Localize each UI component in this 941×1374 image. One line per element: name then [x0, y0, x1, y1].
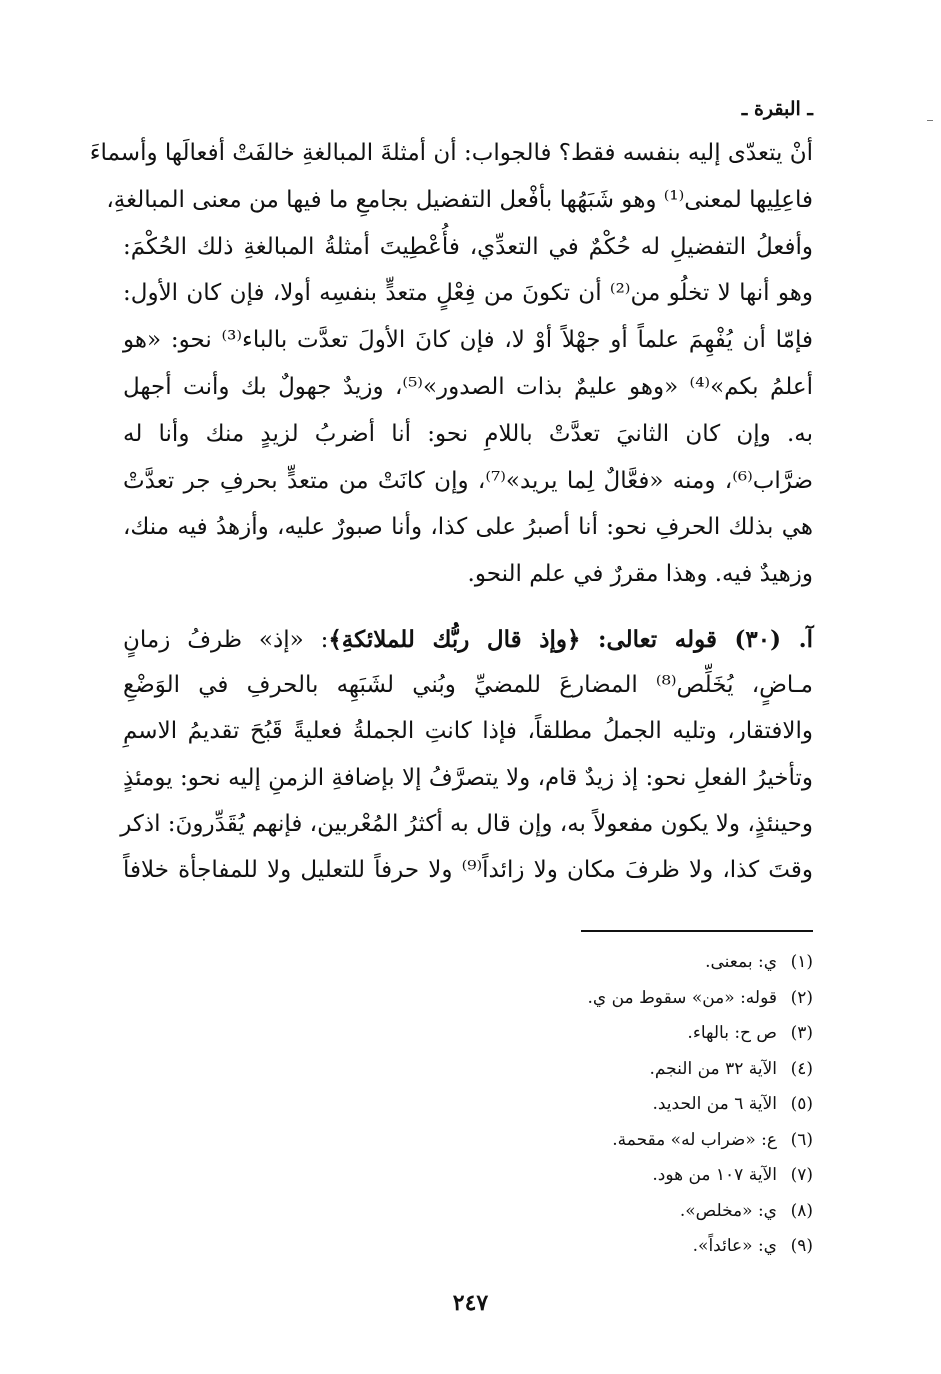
- text-line: به. وإن كان الثانيَ تعدَّتْ باللامِ نحو: أنا أضربُ لزيدٍ منك وأنا له: [123, 420, 813, 447]
- text-line: والافتقار، وتليه الجملُ مطلقاً، فإذا كانتِ الجملةُ فعليةً قَبُحَ تقديمُ الاسمِ: [123, 718, 813, 745]
- text-line: فاعِلِيها لمعنى⁽¹⁾ وهو شَبَهُها بأفْعل التفضيل بجامعِ ما فيها من معنى المبالغةِ،: [106, 186, 813, 213]
- footnote-separator: [581, 930, 813, 932]
- text-line: فإمّا أن يُفْهِمَ علماً أو جهْلاً أوْ لا، فإن كانَ الأولَ تعدَّت بالباء⁽³⁾ نحو: «هو: [123, 327, 813, 354]
- footnote-text: الآية ١٠٧ من هود.: [652, 1165, 777, 1185]
- text-line: وهو أنها لا تخلُو من⁽²⁾ أن تكونَ من فِعْلٍ متعدٍّ بنفسِه أولا، فإن كان الأول:: [123, 280, 813, 307]
- margin-mark: [927, 120, 933, 121]
- main-text: [89, 140, 814, 903]
- footnotes: [123, 950, 813, 1270]
- paragraph-2: [120, 625, 813, 903]
- footnote-number: (٥): [790, 1094, 813, 1114]
- footnote-number: (٩): [790, 1236, 813, 1256]
- footnote-text: قوله: «من» سقوط من ي.: [587, 987, 777, 1008]
- text-line: مـاضٍ، يُخَلِّص⁽⁸⁾ المضارعَ للمضيِّ وبُني لشَبَهِه بالحرفِ في الوَضْعِ: [123, 672, 813, 699]
- text-line: أنْ يتعدّى إليه بنفسه فقط؟ فالجواب: أن أمثلةَ المبالغةِ خالفَتْ أفعالَها وأسماءَ: [89, 140, 813, 166]
- footnote-text: ع: «ضراب له» مقحمة.: [612, 1129, 777, 1150]
- footnote-text: الآية ٣٢ من النجم.: [649, 1058, 777, 1079]
- text-line: ضرَّاب⁽⁶⁾، ومنه «فعَّالٌ لِما يريد»⁽⁷⁾، وإن كانَتْ من متعدٍّ بحرفِ جر تعدَّتْ: [123, 467, 814, 494]
- text-line: هي بذلك الحرفِ نحو: أنا أصبرُ على كذا، وأنا صبورٌ عليه، وأزهدُ فيه منك،: [123, 514, 813, 541]
- text-line: وقتَ كذا، ولا ظرفَ مكان ولا زائداً⁽⁹⁾ ولا حرفاً للتعليل ولا للمفاجأة خلافاً: [123, 856, 813, 883]
- footnote: [123, 1199, 813, 1235]
- footnote-text: ص ح: بالهاء.: [687, 1023, 777, 1043]
- footnote: [123, 986, 813, 1022]
- footnote-number: (٦): [790, 1129, 813, 1150]
- footnote-number: (٣): [790, 1023, 813, 1043]
- footnote: [123, 1021, 813, 1057]
- footnote: [123, 1092, 813, 1128]
- text-line: وتأخيرُ الفعلِ نحو: إذ زيدٌ قام، ولا يتصرَّفُ إلا بإضافةِ الزمنِ إليه نحو: يومئذٍ: [123, 764, 813, 791]
- footnote: [123, 1234, 813, 1270]
- running-header: ـ البقرة ـ: [741, 98, 813, 120]
- footnote-text: ي: «مخلص».: [679, 1200, 777, 1221]
- paragraph-1: [89, 140, 814, 608]
- page-number: ٢٤٧: [452, 1290, 489, 1316]
- section-marker: آ. (٣٠) قوله تعالى: ﴿وإذ قال ربُّك للملائكةِ﴾: [328, 625, 813, 653]
- footnote-number: (٢): [790, 987, 813, 1008]
- footnote: [123, 1128, 813, 1164]
- footnote-text: ي: «عائداً».: [692, 1236, 777, 1256]
- text-line: وزهيدٌ فيه. وهذا مقررٌ في علم النحو.: [467, 561, 813, 588]
- footnote: [123, 1057, 813, 1093]
- footnote-number: (٤): [790, 1058, 813, 1079]
- footnote-number: (١): [790, 952, 813, 972]
- footnote-text: الآية ٦ من الحديد.: [652, 1094, 777, 1114]
- text-line: وأفعلُ التفضيلِ له حُكْمٌ في التعدِّي، فأُعْطِيتَ أمثلةُ المبالغةِ ذلك الحُكْمَ:: [123, 233, 814, 260]
- footnote-text: ي: بمعنى.: [705, 952, 777, 972]
- footnote-number: (٨): [790, 1200, 813, 1221]
- heading-line-rest: : «إذ» ظرفُ زمانٍ: [123, 626, 329, 653]
- section-heading-line: [123, 626, 813, 672]
- text-line: وحينئذٍ، ولا يكون مفعولاً به، وإن قال به أكثرُ المُعْربين، فإنهم يُقَدِّرونَ: اذكر: [120, 810, 813, 837]
- footnote-number: (٧): [790, 1165, 813, 1185]
- footnote: [123, 950, 813, 986]
- footnote: [123, 1163, 813, 1199]
- text-line: أعلمُ بكم»⁽⁴⁾ «وهو عليمٌ بذات الصدور»⁽⁵⁾، وزيدٌ جهولٌ بك وأنت أجهل: [123, 373, 813, 400]
